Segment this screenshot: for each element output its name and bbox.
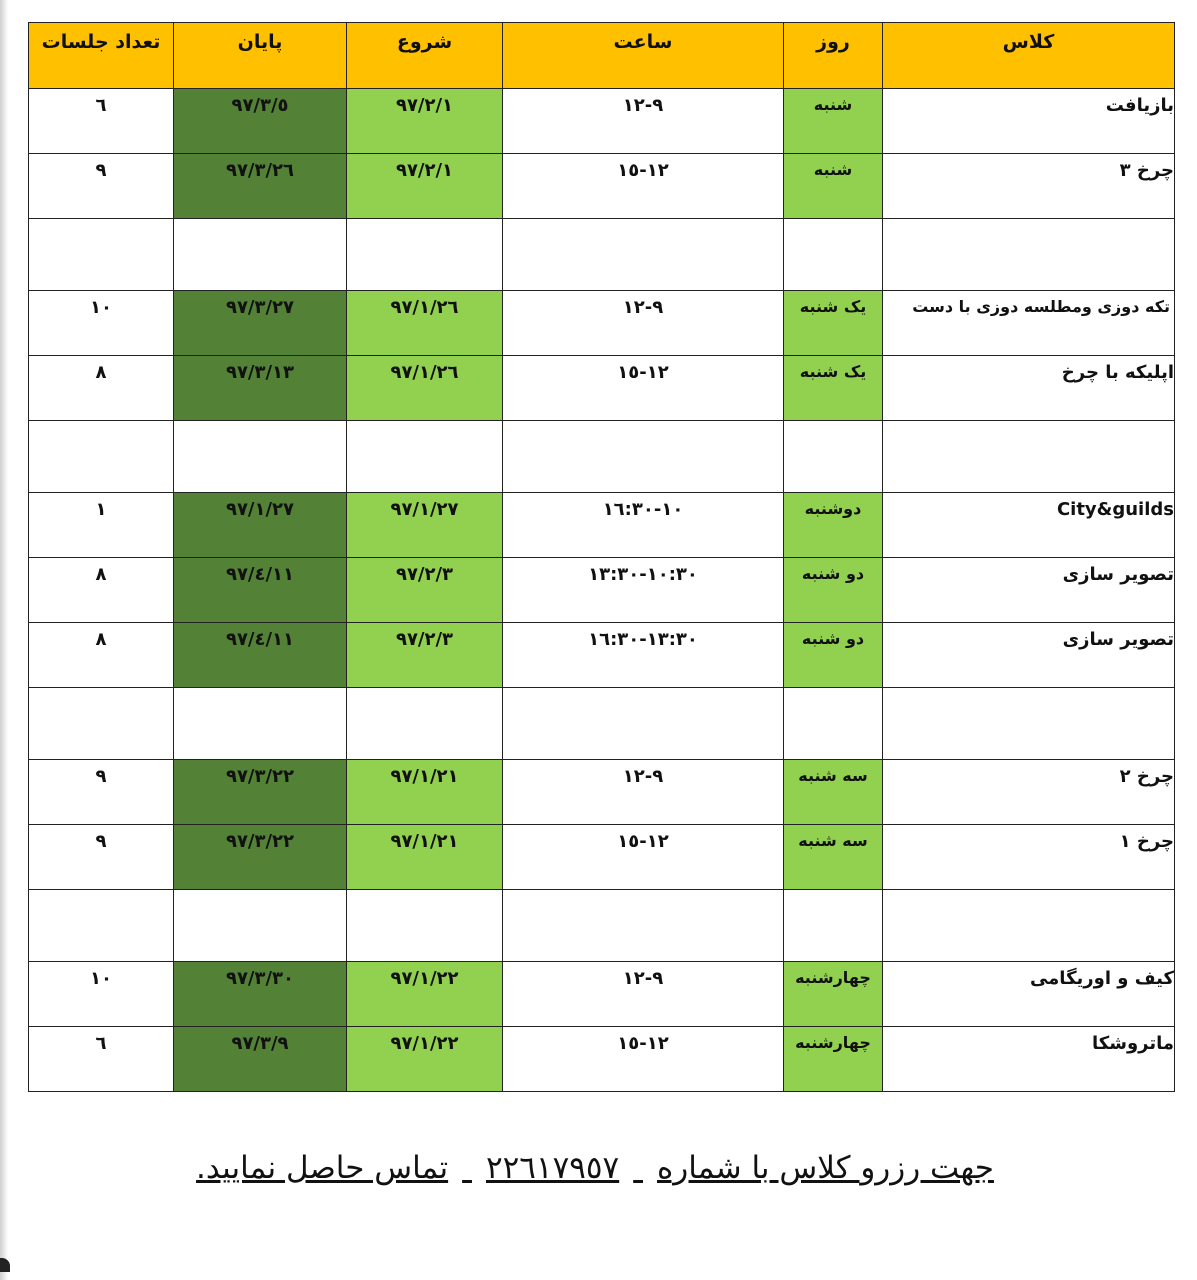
table-row bbox=[29, 623, 1175, 688]
session-count: ٦ bbox=[29, 89, 174, 154]
session-count: ٩ bbox=[29, 760, 174, 825]
class-day: چهارشنبه bbox=[784, 962, 883, 1027]
start-date: ٩٧/١/٢١ bbox=[347, 760, 503, 825]
class-name: چرخ ١ bbox=[883, 825, 1175, 890]
reservation-phone: ٢٢٦١٧٩٥٧ bbox=[485, 1150, 620, 1186]
end-date: ٩٧/٣/٢٢ bbox=[174, 825, 347, 890]
class-schedule-table bbox=[28, 22, 1175, 1092]
header-time: ساعت bbox=[503, 23, 784, 89]
table-header-row bbox=[29, 23, 1175, 89]
class-day: دو شنبه bbox=[784, 623, 883, 688]
spacer-row bbox=[29, 219, 1175, 291]
class-name: تصویر سازی bbox=[883, 558, 1175, 623]
header-end: پایان bbox=[174, 23, 347, 89]
session-count: ٩ bbox=[29, 825, 174, 890]
header-class: کلاس bbox=[883, 23, 1175, 89]
table-row bbox=[29, 1027, 1175, 1092]
start-date: ٩٧/١/٢٦ bbox=[347, 356, 503, 421]
start-date: ٩٧/١/٢٢ bbox=[347, 962, 503, 1027]
end-date: ٩٧/٣/١٣ bbox=[174, 356, 347, 421]
table-row bbox=[29, 760, 1175, 825]
class-time: ١٠:٣٠-١٣:٣٠ bbox=[503, 558, 784, 623]
session-count: ٨ bbox=[29, 558, 174, 623]
class-time: ٩-١٢ bbox=[503, 962, 784, 1027]
class-name: تصویر سازی bbox=[883, 623, 1175, 688]
class-time: ١٢-١٥ bbox=[503, 825, 784, 890]
session-count: ٦ bbox=[29, 1027, 174, 1092]
end-date: ٩٧/١/٢٧ bbox=[174, 493, 347, 558]
table-row bbox=[29, 962, 1175, 1027]
start-date: ٩٧/١/٢٧ bbox=[347, 493, 503, 558]
class-day: یک شنبه bbox=[784, 356, 883, 421]
class-name: چرخ ٣ bbox=[883, 154, 1175, 219]
end-date: ٩٧/٣/٢٦ bbox=[174, 154, 347, 219]
reservation-note bbox=[120, 1150, 1070, 1186]
session-count: ٨ bbox=[29, 623, 174, 688]
session-count: ٨ bbox=[29, 356, 174, 421]
header-count: تعداد جلسات bbox=[29, 23, 174, 89]
reservation-text-after: تماس حاصل نمایید. bbox=[196, 1150, 449, 1186]
spacer-row bbox=[29, 688, 1175, 760]
table-row bbox=[29, 291, 1175, 356]
page-edge-shadow bbox=[0, 0, 8, 1280]
end-date: ٩٧/٣/٩ bbox=[174, 1027, 347, 1092]
class-day: سه شنبه bbox=[784, 760, 883, 825]
class-day: چهارشنبه bbox=[784, 1027, 883, 1092]
class-time: ٩-١٢ bbox=[503, 89, 784, 154]
end-date: ٩٧/٣/٢٧ bbox=[174, 291, 347, 356]
start-date: ٩٧/٢/١ bbox=[347, 154, 503, 219]
class-day: شنبه bbox=[784, 89, 883, 154]
table-row bbox=[29, 154, 1175, 219]
start-date: ٩٧/٢/٣ bbox=[347, 558, 503, 623]
start-date: ٩٧/٢/٣ bbox=[347, 623, 503, 688]
end-date: ٩٧/٣/٣٠ bbox=[174, 962, 347, 1027]
start-date: ٩٧/١/٢٢ bbox=[347, 1027, 503, 1092]
table-row bbox=[29, 89, 1175, 154]
session-count: ١٠ bbox=[29, 291, 174, 356]
table-row bbox=[29, 825, 1175, 890]
class-time: ٩-١٢ bbox=[503, 760, 784, 825]
class-name: ماتروشکا bbox=[883, 1027, 1175, 1092]
class-time: ١٢-١٥ bbox=[503, 1027, 784, 1092]
table-row bbox=[29, 493, 1175, 558]
table-row bbox=[29, 356, 1175, 421]
session-count: ٩ bbox=[29, 154, 174, 219]
class-time: ١٢-١٥ bbox=[503, 154, 784, 219]
start-date: ٩٧/١/٢١ bbox=[347, 825, 503, 890]
end-date: ٩٧/٤/١١ bbox=[174, 558, 347, 623]
class-name: بازیافت bbox=[883, 89, 1175, 154]
class-day: یک شنبه bbox=[784, 291, 883, 356]
class-name: کیف و اوریگامی bbox=[883, 962, 1175, 1027]
class-time: ٩-١٢ bbox=[503, 291, 784, 356]
class-day: دو شنبه bbox=[784, 558, 883, 623]
corner-mark bbox=[0, 1258, 10, 1272]
class-day: شنبه bbox=[784, 154, 883, 219]
class-name: اپلیکه با چرخ bbox=[883, 356, 1175, 421]
reservation-text-before: جهت رزرو کلاس با شماره bbox=[657, 1150, 994, 1186]
class-time: ١٠-١٦:٣٠ bbox=[503, 493, 784, 558]
class-name: تکه دوزی ومطلسه دوزی با دست bbox=[883, 291, 1175, 356]
class-name: چرخ ٢ bbox=[883, 760, 1175, 825]
header-day: روز bbox=[784, 23, 883, 89]
spacer-row bbox=[29, 421, 1175, 493]
class-day: سه شنبه bbox=[784, 825, 883, 890]
class-name: City&guilds bbox=[883, 493, 1175, 558]
class-time: ١٣:٣٠-١٦:٣٠ bbox=[503, 623, 784, 688]
end-date: ٩٧/٣/٥ bbox=[174, 89, 347, 154]
end-date: ٩٧/٣/٢٢ bbox=[174, 760, 347, 825]
spacer-row bbox=[29, 890, 1175, 962]
table-row bbox=[29, 558, 1175, 623]
start-date: ٩٧/٢/١ bbox=[347, 89, 503, 154]
end-date: ٩٧/٤/١١ bbox=[174, 623, 347, 688]
session-count: ١٠ bbox=[29, 962, 174, 1027]
start-date: ٩٧/١/٢٦ bbox=[347, 291, 503, 356]
header-start: شروع bbox=[347, 23, 503, 89]
class-day: دوشنبه bbox=[784, 493, 883, 558]
class-time: ١٢-١٥ bbox=[503, 356, 784, 421]
session-count: ١ bbox=[29, 493, 174, 558]
